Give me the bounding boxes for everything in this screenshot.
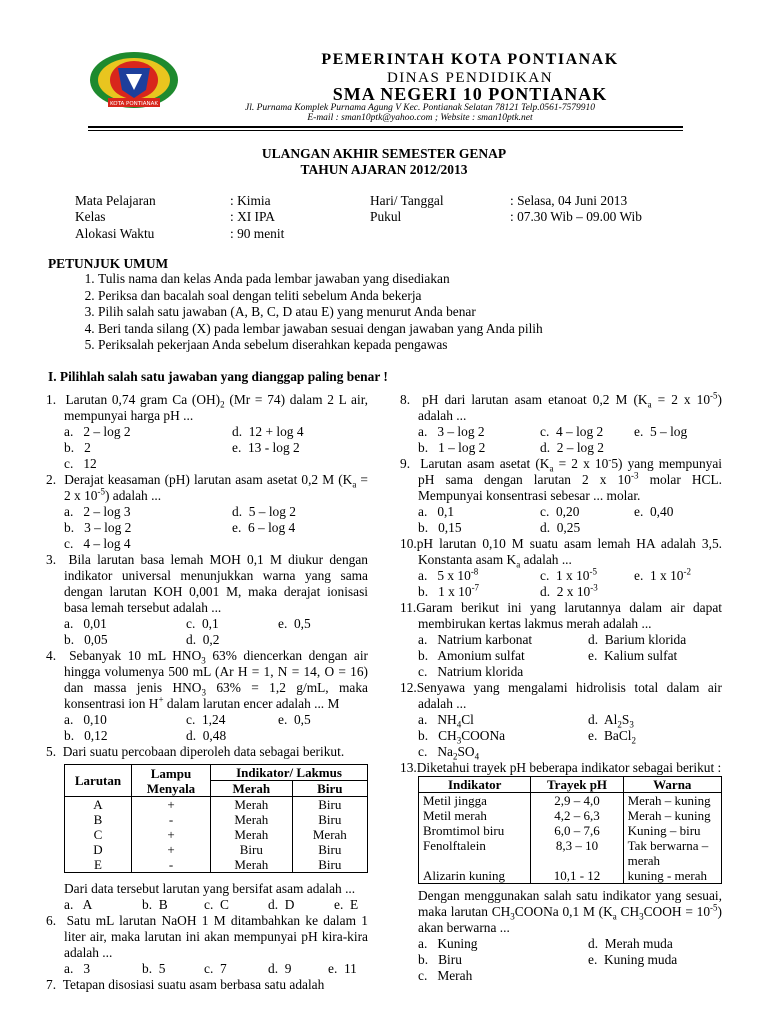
question-10: 10.pH larutan 0,10 M suatu asam lemah HA adalah 3,5. Konstanta asam $K_a$ adalah ... xyxy=(400,536,722,570)
options-2: a. 2 – log 3 d. 5 – log 2 xyxy=(64,504,296,519)
options-1: a. 2 – log 2 d. 12 + log 4 xyxy=(64,424,304,439)
options-11c: c. Natrium klorida xyxy=(418,664,524,679)
options-5: a. A b. B c. C d. D e. E xyxy=(64,897,359,912)
cell: Biru xyxy=(292,842,367,857)
right-column xyxy=(400,392,722,984)
info-label-time: Alokasi Waktu xyxy=(75,226,155,241)
petunjuk-heading: PETUNJUK UMUM xyxy=(48,256,169,271)
options-13: a. Kuning d. Merah muda xyxy=(418,936,673,951)
exam-title: ULANGAN AKHIR SEMESTER GENAP xyxy=(261,146,507,161)
options-2c: c. 4 – log 4 xyxy=(64,536,131,551)
petunjuk-item: 4. Beri tanda silang (X) pada lembar jawaban sesuai dengan jawaban yang Anda pilih xyxy=(98,321,543,338)
options-3b: b. 0,05 d. 0,2 xyxy=(64,632,220,647)
petunjuk-list xyxy=(78,271,543,354)
question-5-prompt: Dari data tersebut larutan yang bersifat asam adalah ... xyxy=(64,881,356,896)
th-merah: Merah xyxy=(211,781,293,797)
options-3: a. 0,01 c. 0,1 e. 0,5 xyxy=(64,616,311,631)
petunjuk-item: 3. Pilih salah satu jawaban (A, B, C, D atau E) yang menurut Anda benar xyxy=(98,304,543,321)
options-1c: c. 12 xyxy=(64,456,97,471)
options-2b: b. 3 – log 2 e. 6 – log 4 xyxy=(64,520,296,535)
header-department: DINAS PENDIDIKAN xyxy=(386,70,554,86)
cell: Biru xyxy=(292,797,367,813)
options-9b: b. 0,15 d. 0,25 xyxy=(418,520,581,535)
question-13: 13.Diketahui trayek pH beberapa indikator sebagai berikut : xyxy=(400,760,722,775)
header-rule-thin xyxy=(88,130,683,131)
cell: Merah xyxy=(211,812,293,827)
header-school: SMA NEGERI 10 PONTIANAK xyxy=(332,84,608,104)
cell: D xyxy=(65,842,132,857)
options-8: a. 3 – log 2 c. 4 – log 2 e. 5 – log xyxy=(418,424,688,439)
options-1b: b. 2 e. 13 - log 2 xyxy=(64,440,300,455)
petunjuk-item: 1. Tulis nama dan kelas Anda pada lembar jawaban yang disediakan xyxy=(98,271,543,288)
cell: 2,9 – 4,0 xyxy=(531,793,623,809)
options-8b: b. 1 – log 2 d. 2 – log 2 xyxy=(418,440,604,455)
th-biru: Biru xyxy=(292,781,367,797)
table-row xyxy=(65,812,368,827)
options-9: a. 0,1 c. 0,20 e. 0,40 xyxy=(418,504,674,519)
cell: Tak berwarna – merah xyxy=(623,838,721,868)
cell: kuning - merah xyxy=(623,868,721,884)
cell: E xyxy=(65,857,132,873)
table-row xyxy=(65,857,368,873)
options-10b: b. 1 x $10^{-7}$ d. 2 x $10^{-3}$ xyxy=(418,582,598,599)
cell: Alizarin kuning xyxy=(419,868,531,884)
cell: + xyxy=(132,842,211,857)
question-11: 11.Garam berikut ini yang larutannya dalam air dapat membirukan kertas lakmus merah adalah ... xyxy=(400,600,722,631)
table-row xyxy=(419,808,722,823)
left-column xyxy=(46,392,368,993)
info-label-date: Hari/ Tanggal xyxy=(370,193,444,208)
cell: Biru xyxy=(292,857,367,873)
cell: 8,3 – 10 xyxy=(531,838,623,868)
cell: + xyxy=(132,827,211,842)
question-2: 2. Derajat keasaman (pH) larutan asam asetat 0,2 M ($K_a = 2$ x $10^{-5}$) adalah ... xyxy=(46,472,368,503)
question-13-prompt: Dengan menggunakan salah satu indikator yang sesuai, maka larutan $CH_3COONa$ 0,1 M ($K_a$ $CH_3COOH = 10^{-5}$) akan berwarna ... xyxy=(418,888,722,935)
cell: B xyxy=(65,812,132,827)
info-label-hour: Pukul xyxy=(370,209,402,224)
exam-year: TAHUN AJARAN 2012/2013 xyxy=(300,162,468,177)
info-label-class: Kelas xyxy=(75,209,106,224)
cell: C xyxy=(65,827,132,842)
header-rule-thick xyxy=(88,126,683,128)
table-electrolyte xyxy=(64,764,368,873)
th-warna: Warna xyxy=(623,777,721,793)
question-3: 3. Bila larutan basa lemah MOH 0,1 M diukur dengan indikator universal menunjukkan warna yang sama dengan larutan KOH 0,001 M, maka derajat ionisasi basa lemah tersebut adalah ... xyxy=(46,552,368,615)
question-5: 5. Dari suatu percobaan diperoleh data sebagai berikut. xyxy=(46,744,345,759)
options-6: a. 3 b. 5 c. 7 d. 9 e. 11 xyxy=(64,961,357,976)
cell: - xyxy=(132,857,211,873)
th-indikator: Indikator xyxy=(419,777,531,793)
petunjuk-item: 5. Periksalah pekerjaan Anda sebelum diserahkan kepada pengawas xyxy=(98,337,543,354)
info-value-time: : 90 menit xyxy=(230,226,285,241)
cell: + xyxy=(132,797,211,813)
options-4b: b. 0,12 d. 0,48 xyxy=(64,728,227,743)
th-larutan: Larutan xyxy=(65,765,132,797)
cell: Bromtimol biru xyxy=(419,823,531,838)
table-row xyxy=(419,793,722,809)
cell: Metil jingga xyxy=(419,793,531,809)
table-row xyxy=(419,868,722,884)
city-emblem-icon xyxy=(88,50,180,112)
logo-text: KOTA PONTIANAK xyxy=(109,101,159,107)
options-4: a. 0,10 c. 1,24 e. 0,5 xyxy=(64,712,311,727)
table-row xyxy=(419,838,722,868)
cell: Merah xyxy=(211,797,293,813)
header-contact-text: E-mail : sman10ptk@yahoo.com ; Website : sman10ptk.net xyxy=(307,113,533,123)
th-lampu: Lampu Menyala xyxy=(132,765,211,797)
petunjuk-item: 2. Periksa dan bacalah soal dengan teliti sebelum Anda bekerja xyxy=(98,288,543,305)
cell: Merah xyxy=(292,827,367,842)
cell: 4,2 – 6,3 xyxy=(531,808,623,823)
header-government: PEMERINTAH KOTA PONTIANAK xyxy=(321,51,619,68)
question-7: 7. Tetapan disosiasi suatu asam berbasa satu adalah xyxy=(46,977,325,992)
question-4: 4. Sebanyak 10 mL $HNO_3$ 63% diencerkan dengan air hingga volumenya 500 mL (Ar H = 1, N = 14, O = 16) dan massa jenis $HNO_3$ 63% = 1,2 g/mL, maka konsentrasi ion H+ dalam larutan encer adalah ... M xyxy=(46,648,368,711)
th-trayek: Trayek pH xyxy=(531,777,623,793)
table-row xyxy=(65,842,368,857)
info-value-date: : Selasa, 04 Juni 2013 xyxy=(510,193,628,208)
options-11b: b. Amonium sulfat e. Kalium sulfat xyxy=(418,648,678,663)
header-contact xyxy=(170,113,670,124)
info-value-hour: : 07.30 Wib – 09.00 Wib xyxy=(510,209,642,224)
section-heading: I. Pilihlah salah satu jawaban yang dianggap paling benar ! xyxy=(48,369,388,384)
question-8: 8. pH dari larutan asam etanoat 0,2 M ($K_a = 2$ x $10^{-5}$) adalah ... xyxy=(400,390,722,423)
options-13b: b. Biru e. Kuning muda xyxy=(418,952,678,967)
cell: Metil merah xyxy=(419,808,531,823)
cell: 10,1 - 12 xyxy=(531,868,623,884)
cell: Kuning – biru xyxy=(623,823,721,838)
info-value-subject: : Kimia xyxy=(230,193,271,208)
cell: Merah xyxy=(211,857,293,873)
options-11: a. Natrium karbonat d. Barium klorida xyxy=(418,632,687,647)
cell: Biru xyxy=(211,842,293,857)
cell: Merah – kuning xyxy=(623,793,721,809)
options-10: a. 5 x $10^{-8}$ c. 1 x $10^{-5}$ e. 1 x $10^{-2}$ xyxy=(418,566,691,583)
question-12: 12.Senyawa yang mengalami hidrolisis total dalam air adalah ... xyxy=(400,680,722,711)
question-6: 6. Satu mL larutan NaOH 1 M ditambahkan ke dalam 1 liter air, maka larutan ini akan mempunyai pH kira-kira adalah ... xyxy=(46,913,368,960)
cell: 6,0 – 7,6 xyxy=(531,823,623,838)
info-label-subject: Mata Pelajaran xyxy=(75,193,156,208)
question-9: 9. Larutan asam asetat ($K_a = 2$ x 10-5) yang mempunyai pH sama dengan larutan 2 x $10^{-3}$ molar HCL. Mempunyai konsentrasi sebesar ... molar. xyxy=(400,454,723,503)
cell: - xyxy=(132,812,211,827)
options-12: a. $NH_4Cl$ d. $Al_2S_3$ xyxy=(418,712,634,730)
header-address: Jl. Purnama Komplek Purnama Agung V Kec. Pontianak Selatan 78121 Telp.0561-7579910 xyxy=(245,103,595,113)
cell: Merah – kuning xyxy=(623,808,721,823)
table-row xyxy=(65,797,368,813)
info-value-class: : XI IPA xyxy=(230,209,275,224)
cell: Fenolftalein xyxy=(419,838,531,868)
options-12c: c. $Na_2SO_4$ xyxy=(418,744,480,762)
cell: Biru xyxy=(292,812,367,827)
question-1: 1. Larutan 0,74 gram Ca $(OH)_2$ (Mr = 74) dalam 2 L air, mempunyai harga pH ... xyxy=(46,392,368,423)
cell: A xyxy=(65,797,132,813)
table-row xyxy=(419,823,722,838)
table-row xyxy=(65,827,368,842)
options-13c: c. Merah xyxy=(418,968,473,983)
th-indikator: Indikator/ Lakmus xyxy=(211,765,368,781)
cell: Merah xyxy=(211,827,293,842)
options-12b: b. $CH_3COONa$ e. BaCl$_2$ xyxy=(418,728,637,746)
table-indicator xyxy=(418,776,722,884)
